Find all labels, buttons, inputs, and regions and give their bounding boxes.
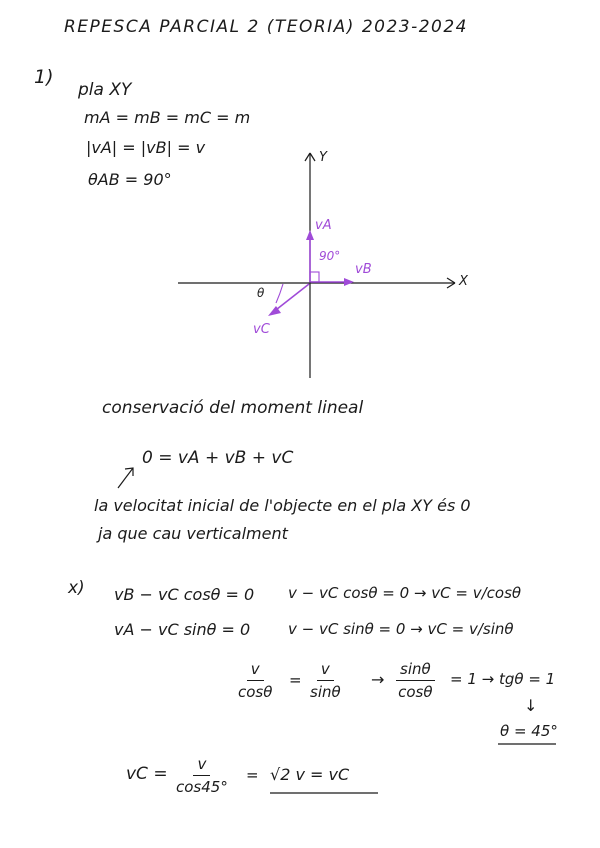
x-component-label: x) [68,578,85,598]
fraction-denominator: cos45° [176,778,228,796]
annotation-arrow [118,468,133,488]
momentum-equation: 0 = vA + vB + vC [142,448,294,468]
x-axis-arrow-b [447,283,455,288]
fraction-numerator: v [247,660,264,681]
vector-vC-label: vC [253,322,270,337]
vc-lhs: vC = [126,764,168,784]
fraction-v-over-cos45 [176,755,228,796]
theta-arc [276,284,283,303]
mass-equality: mA = mB = mC = m [84,108,251,127]
tangent-result: = 1 → tgθ = 1 [450,670,556,688]
equation-2-right: v − vC sinθ = 0 → vC = v/sinθ [288,620,514,638]
plane-label: pla XY [78,80,132,100]
fraction-numerator: v [317,660,334,681]
down-arrow: ↓ [524,696,538,715]
theta-label: θ [257,286,265,300]
equation-1-right: v − vC cosθ = 0 → vC = v/cosθ [288,584,522,602]
right-angle-label: 90° [319,249,341,263]
y-axis-label: Y [319,150,327,165]
theta-result: θ = 45° [500,722,558,740]
fraction-sin-over-cos [396,660,435,701]
ratio-equals: = [289,671,302,689]
x-axis-label: X [459,274,468,289]
fraction-numerator: sinθ [396,660,435,681]
vector-vB-head [344,278,354,286]
fraction-denominator: sinθ [310,683,341,701]
x-axis-arrow-a [447,278,455,283]
vc-equals: = [246,766,259,784]
right-angle-marker [310,272,319,282]
vector-vA-head [306,230,314,240]
page-title: REPESCA PARCIAL 2 (TEORIA) 2023-2024 [64,17,468,37]
fraction-denominator: cosθ [238,683,273,701]
fraction-denominator: cosθ [398,683,433,701]
conservation-heading: conservació del moment lineal [102,398,364,418]
equation-1-left: vB − vC cosθ = 0 [114,585,255,604]
y-axis-arrow-a [305,153,310,161]
problem-number: 1) [34,66,54,88]
angle-ab: θAB = 90° [88,170,172,189]
remark-line-2: ja que cau verticalment [98,524,288,543]
remark-line-1: la velocitat inicial de l'objecte en el pla XY és 0 [94,496,471,515]
equation-2-left: vA − vC sinθ = 0 [114,620,251,639]
y-axis-arrow-b [310,153,315,161]
ratio-arrow: → [371,670,385,689]
speed-equality: |vA| = |vB| = v [86,138,206,157]
vector-vB-label: vB [355,262,372,277]
vc-result: √2 v = vC [270,765,350,784]
fraction-v-over-cos [238,660,272,701]
fraction-v-over-sin [310,660,341,701]
vector-vA-label: vA [315,218,332,233]
fraction-numerator: v [193,755,210,776]
